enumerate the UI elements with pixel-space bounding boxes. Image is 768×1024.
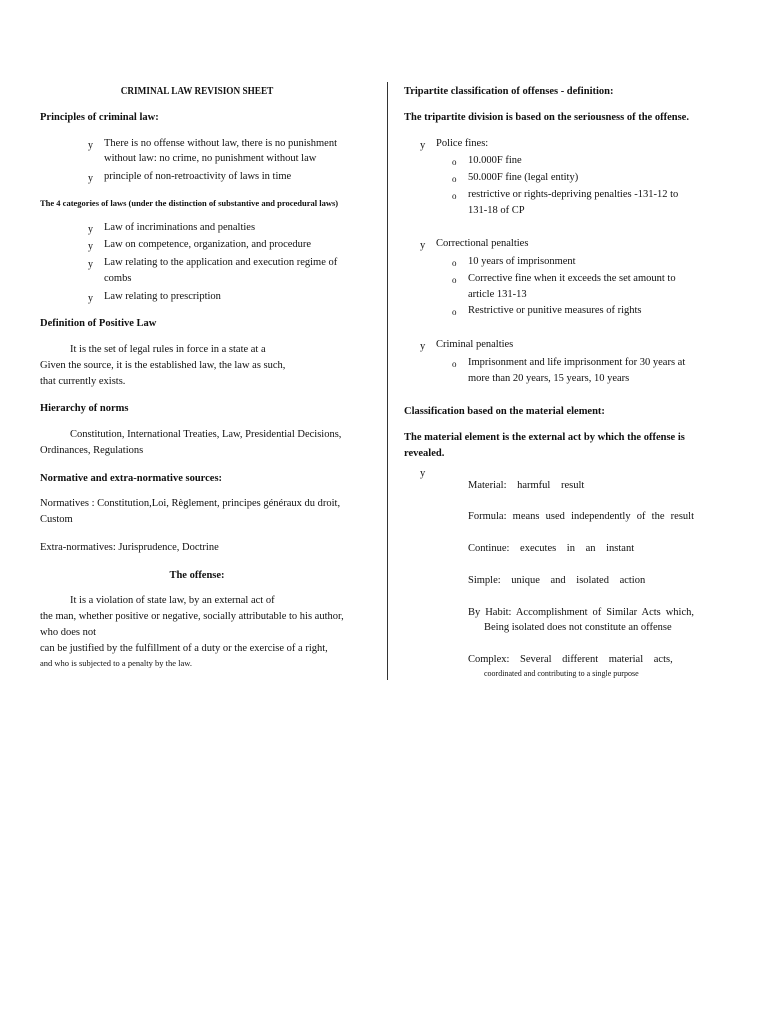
list-item: y Police fines: o 10.000F fine o 50.000F fine (legal entity) o restrictive or rights-depriving penalties -131-12 to 131-18 of CP	[404, 136, 694, 219]
list-item: o Imprisonment and life imprisonment for 30 years at more than 20 years, 15 years, 10 years	[452, 356, 686, 384]
extra-normatives-text: Extra-normatives: Jurisprudence, Doctrine	[40, 541, 219, 553]
list-item: o restrictive or rights-depriving penalties -131-12 to 131-18 of CP	[452, 188, 679, 216]
sub-bullet-marker: o	[452, 358, 457, 369]
sub-bullet-marker: o	[452, 190, 457, 201]
list-item: y Law on competence, organization, and procedure	[88, 239, 312, 253]
list-item: Simple: unique and isolated action	[468, 574, 646, 586]
tripartite-heading: Tripartite classification of offenses - definition:	[404, 86, 614, 97]
column-divider	[387, 82, 388, 680]
list-item: y There is no offense without law, there is no punishment without law: no crime, no punishment without law	[88, 137, 337, 165]
bullet-marker: y	[88, 173, 93, 184]
bullet-marker: y	[420, 240, 426, 252]
list-item: o 10 years of imprisonment	[436, 254, 694, 270]
document-title: CRIMINAL LAW REVISION SHEET	[120, 86, 274, 97]
list-item: Continue: executes in an instant	[468, 543, 635, 554]
list-item: By Habit: Accomplishment of Similar Acts which, Being isolated does not constitute an offense	[468, 606, 694, 634]
sub-bullet-marker: o	[452, 157, 457, 168]
left-column	[40, 84, 354, 684]
sub-bullet-marker: o	[452, 174, 457, 184]
sub-bullet-marker: o	[452, 307, 457, 318]
list-item: Formula: means used independently of the result	[468, 511, 694, 523]
sub-bullet-marker: o	[452, 258, 457, 268]
material-subheading: The material element is the external act by which the offense is revealed.	[404, 432, 685, 459]
correctional-penalties-group	[404, 236, 694, 319]
categories-heading: The 4 categories of laws (under the distinction of substantive and procedural laws)	[40, 197, 339, 208]
bullet-marker: y	[88, 139, 93, 151]
positive-law-text: It is the set of legal rules in force in a state at a Given the source, it is the established law, the law as such, that currently exists.	[40, 344, 286, 387]
bullet-marker: y	[420, 139, 426, 151]
list-item: y principle of non-retroactivity of laws in time	[88, 171, 292, 184]
principles-list	[40, 136, 354, 185]
bullet-marker: y	[88, 292, 93, 304]
positive-law-heading: Definition of Positive Law	[40, 318, 157, 330]
offense-heading: The offense:	[169, 569, 225, 581]
list-item: y Criminal penalties o Imprisonment and life imprisonment for 30 years at more than 20 years, 15 years, 10 years	[404, 337, 694, 386]
principles-heading: Principles of criminal law:	[40, 111, 159, 123]
tripartite-subheading: The tripartite division is based on the seriousness of the offense.	[404, 111, 689, 123]
material-list	[404, 467, 694, 680]
bullet-marker: y	[88, 241, 93, 253]
bullet-marker: y	[420, 467, 426, 479]
police-fines-group	[404, 136, 694, 219]
list-item: y Law relating to prescription	[88, 290, 221, 304]
hierarchy-text: Constitution, International Treaties, Law, Presidential Decisions, Ordinances, Regulations	[40, 429, 342, 456]
list-item: y Correctional penalties o 10 years of imprisonment o Corrective fine when it exceeds the set amount to article 131-13 o Restrictive or punitive measures of rights	[404, 236, 694, 319]
categories-list	[40, 220, 354, 305]
list-item: Complex: Several different material acts, coordinated and contributing to a single purpose	[468, 654, 673, 678]
list-item: o 10.000F fine	[436, 153, 694, 169]
list-item: y Law of incriminations and penalties	[88, 221, 256, 235]
right-column	[404, 84, 694, 696]
list-item: o Corrective fine when it exceeds the set amount to article 131-13	[452, 272, 676, 300]
normatives-text: Normatives : Constitution,Loi, Règlement, principes généraux du droit, Custom	[40, 498, 341, 525]
material-heading: Classification based on the material element:	[404, 406, 605, 418]
sources-heading: Normative and extra-normative sources:	[40, 472, 223, 484]
bullet-marker: y	[88, 259, 93, 270]
list-item: Material: harmful result	[468, 479, 585, 491]
offense-text: It is a violation of state law, by an external act of the man, whether positive or negative, socially attributable to his author, who does not can be justified by the fulfillment of a duty or the exercise of a right, and who is subjected to a penalty by the law.	[40, 595, 344, 669]
list-item: o 50.000F fine (legal entity)	[436, 170, 694, 186]
bullet-marker: y	[420, 341, 426, 352]
list-item: o Restrictive or punitive measures of rights	[436, 303, 694, 319]
hierarchy-heading: Hierarchy of norms	[40, 403, 129, 415]
sub-bullet-marker: o	[452, 274, 457, 285]
list-item: y Law relating to the application and execution regime of combs	[88, 257, 338, 284]
bullet-marker: y	[88, 223, 93, 235]
criminal-penalties-group	[404, 337, 694, 386]
